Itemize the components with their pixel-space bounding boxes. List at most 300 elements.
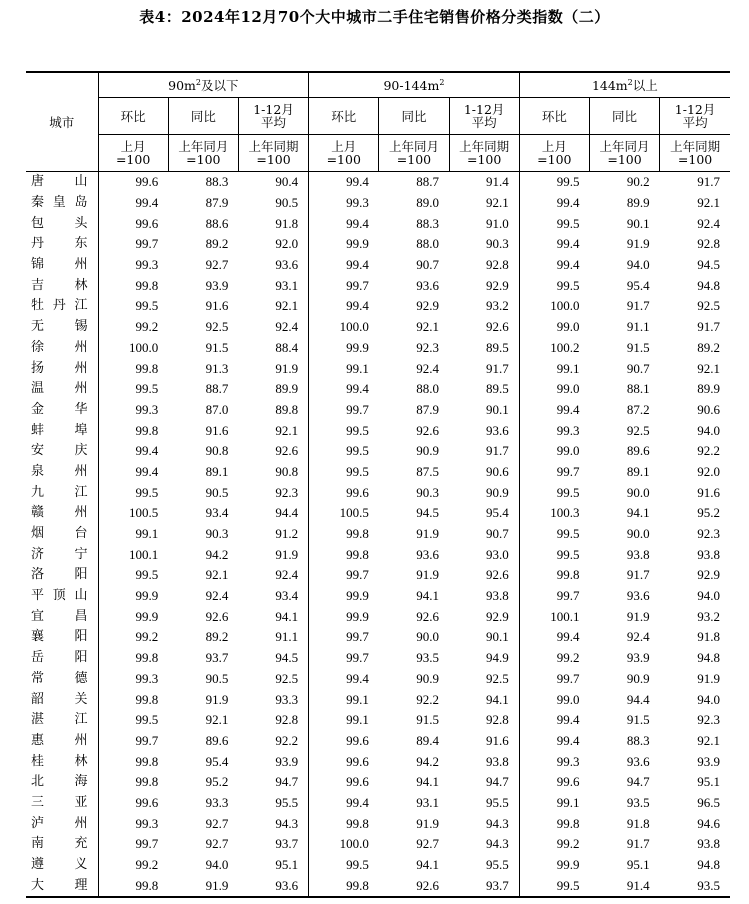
index-value: 88.3 xyxy=(205,174,229,190)
index-value: 92.1 xyxy=(416,319,440,335)
index-value: 92.4 xyxy=(697,215,720,231)
index-value: 91.9 xyxy=(205,691,229,707)
table-row xyxy=(26,544,730,565)
city-name: 宜昌 xyxy=(31,608,88,624)
base-mom-line2: =100 xyxy=(537,152,572,167)
index-value: 87.0 xyxy=(205,401,229,417)
group-header-small: $90m^2$及以下 xyxy=(98,72,309,98)
index-value: 87.2 xyxy=(626,401,650,417)
index-value: 99.4 xyxy=(309,379,379,400)
index-value: 99.9 xyxy=(309,606,379,627)
index-value: 91.5 xyxy=(626,712,650,728)
index-value: 94.1 xyxy=(626,505,650,521)
price-index-table xyxy=(26,71,730,898)
index-value: 94.5 xyxy=(697,257,720,273)
table-row xyxy=(26,172,730,193)
index-value: 99.7 xyxy=(98,731,168,752)
index-value: 99.6 xyxy=(309,772,379,793)
index-value: 91.8 xyxy=(626,815,650,831)
index-value: 89.2 xyxy=(205,236,229,252)
index-value: 91.9 xyxy=(416,526,440,542)
index-value: 99.4 xyxy=(309,793,379,814)
index-value: 91.1 xyxy=(275,629,299,645)
table-row xyxy=(26,875,730,897)
index-value: 93.9 xyxy=(626,650,650,666)
index-value: 93.3 xyxy=(205,794,229,810)
table-row xyxy=(26,834,730,855)
subheader-yoy-label: 同比 xyxy=(401,108,427,124)
index-value: 91.9 xyxy=(697,670,720,686)
city-name: 九江 xyxy=(31,484,88,500)
base-yoy-line2: =100 xyxy=(186,152,221,167)
index-value: 99.7 xyxy=(519,462,589,483)
index-value: 99.5 xyxy=(98,565,168,586)
table-row xyxy=(26,669,730,690)
index-value: 93.4 xyxy=(205,505,229,521)
index-value: 99.9 xyxy=(309,234,379,255)
index-value: 94.1 xyxy=(275,608,299,624)
base-yoy-line1: 上年同月 xyxy=(599,139,650,154)
table-row xyxy=(26,420,730,441)
index-value: 91.4 xyxy=(486,174,509,190)
index-value: 100.0 xyxy=(98,338,168,359)
table-row xyxy=(26,648,730,669)
index-value: 93.5 xyxy=(626,794,650,810)
base-avg xyxy=(238,135,308,172)
index-value: 94.7 xyxy=(626,774,650,790)
table-row xyxy=(26,275,730,296)
index-value: 99.5 xyxy=(519,275,589,296)
index-value: 99.3 xyxy=(98,669,168,690)
subheader-avg-line2: 平均 xyxy=(261,115,287,130)
base-avg-line1: 上年同期 xyxy=(248,139,299,154)
index-value: 91.8 xyxy=(275,215,299,231)
city-name: 三亚 xyxy=(31,794,88,810)
index-value: 91.6 xyxy=(486,732,509,748)
table-row xyxy=(26,524,730,545)
index-value: 91.6 xyxy=(205,298,229,314)
index-value: 92.2 xyxy=(416,691,440,707)
index-value: 92.3 xyxy=(416,339,440,355)
subheader-avg xyxy=(238,98,308,135)
index-value: 91.8 xyxy=(697,629,720,645)
index-value: 92.6 xyxy=(275,443,299,459)
city-name: 吉林 xyxy=(31,277,88,293)
table-row xyxy=(26,400,730,421)
index-value: 95.4 xyxy=(205,753,229,769)
index-value: 90.3 xyxy=(205,526,229,542)
index-value: 94.0 xyxy=(626,257,650,273)
index-value: 89.9 xyxy=(697,381,720,397)
index-value: 90.7 xyxy=(486,526,509,542)
index-value: 93.5 xyxy=(416,650,440,666)
index-value: 95.5 xyxy=(486,794,509,810)
subheader-avg-line1: 1-12月 xyxy=(463,102,505,117)
index-value: 99.7 xyxy=(98,234,168,255)
index-value: 89.5 xyxy=(486,381,509,397)
index-value: 93.1 xyxy=(416,794,440,810)
index-value: 91.5 xyxy=(626,339,650,355)
table-row xyxy=(26,255,730,276)
index-value: 89.2 xyxy=(205,629,229,645)
index-value: 93.6 xyxy=(275,257,299,273)
city-name: 唐山 xyxy=(31,174,88,190)
index-value: 93.1 xyxy=(275,277,299,293)
table-row xyxy=(26,234,730,255)
index-value: 92.6 xyxy=(486,567,509,583)
index-value: 99.1 xyxy=(309,710,379,731)
index-value: 94.4 xyxy=(275,505,299,521)
table-row xyxy=(26,441,730,462)
index-value: 89.6 xyxy=(626,443,650,459)
index-value: 93.8 xyxy=(697,546,720,562)
index-value: 92.1 xyxy=(486,195,509,211)
index-value: 99.5 xyxy=(519,172,589,193)
index-value: 99.5 xyxy=(309,855,379,876)
index-value: 93.8 xyxy=(697,836,720,852)
index-value: 99.8 xyxy=(98,358,168,379)
index-value: 90.6 xyxy=(697,401,720,417)
index-value: 94.0 xyxy=(697,691,720,707)
index-value: 95.1 xyxy=(275,857,299,873)
base-mom xyxy=(309,135,379,172)
city-name: 平顶山 xyxy=(31,588,88,604)
subheader-yoy-label: 同比 xyxy=(612,108,638,124)
index-value: 99.3 xyxy=(519,420,589,441)
city-name: 惠州 xyxy=(31,732,88,748)
index-value: 89.6 xyxy=(205,732,229,748)
index-value: 91.7 xyxy=(486,443,509,459)
index-value: 92.5 xyxy=(626,422,650,438)
index-value: 90.1 xyxy=(486,629,509,645)
table-row xyxy=(26,627,730,648)
index-value: 99.7 xyxy=(519,669,589,690)
index-value: 99.2 xyxy=(98,627,168,648)
index-value: 91.3 xyxy=(205,360,229,376)
table-row xyxy=(26,855,730,876)
index-value: 99.4 xyxy=(519,627,589,648)
index-value: 93.2 xyxy=(697,608,720,624)
index-value: 99.1 xyxy=(519,358,589,379)
index-value: 90.6 xyxy=(486,463,509,479)
index-value: 90.8 xyxy=(275,463,299,479)
index-value: 99.0 xyxy=(519,317,589,338)
index-value: 90.7 xyxy=(626,360,650,376)
city-name: 蚌埠 xyxy=(31,422,88,438)
index-value: 95.2 xyxy=(697,505,720,521)
index-value: 90.1 xyxy=(626,215,650,231)
index-value: 92.9 xyxy=(486,277,509,293)
index-value: 87.9 xyxy=(205,195,229,211)
index-value: 94.5 xyxy=(416,505,440,521)
index-value: 91.4 xyxy=(589,875,659,897)
table-row xyxy=(26,338,730,359)
city-name: 韶关 xyxy=(31,691,88,707)
index-value: 91.9 xyxy=(416,567,440,583)
index-value: 91.9 xyxy=(626,608,650,624)
index-value: 94.2 xyxy=(416,753,440,769)
subheader-avg xyxy=(449,98,519,135)
index-value: 91.7 xyxy=(626,298,650,314)
index-value: 99.1 xyxy=(98,524,168,545)
index-value: 90.0 xyxy=(416,629,440,645)
index-value: 92.4 xyxy=(416,360,440,376)
index-value: 90.9 xyxy=(416,670,440,686)
base-yoy-line2: =100 xyxy=(607,152,642,167)
index-value: 99.9 xyxy=(309,338,379,359)
index-value: 92.5 xyxy=(275,670,299,686)
index-value: 90.9 xyxy=(486,484,509,500)
table-row xyxy=(26,213,730,234)
index-value: 92.6 xyxy=(205,608,229,624)
index-value: 99.4 xyxy=(98,441,168,462)
index-value: 91.9 xyxy=(275,546,299,562)
city-name: 遵义 xyxy=(31,857,88,873)
index-value: 99.8 xyxy=(98,275,168,296)
city-name: 徐州 xyxy=(31,339,88,355)
index-value: 91.9 xyxy=(168,875,238,897)
base-mom xyxy=(98,135,168,172)
index-value: 99.5 xyxy=(519,482,589,503)
table-row xyxy=(26,379,730,400)
subheader-yoy-label: 同比 xyxy=(190,108,216,124)
group-header-large: $144m^2$以上 xyxy=(519,72,730,98)
index-value: 99.4 xyxy=(519,234,589,255)
index-value: 99.8 xyxy=(98,648,168,669)
table-row xyxy=(26,606,730,627)
index-value: 94.3 xyxy=(486,815,509,831)
index-value: 99.6 xyxy=(98,793,168,814)
index-value: 91.6 xyxy=(697,484,720,500)
index-value: 92.1 xyxy=(697,360,720,376)
index-value: 99.4 xyxy=(309,296,379,317)
index-value: 99.4 xyxy=(519,193,589,214)
table-row xyxy=(26,751,730,772)
subheader-avg-line2: 平均 xyxy=(471,115,497,130)
index-value: 94.7 xyxy=(275,774,299,790)
index-value: 90.0 xyxy=(626,526,650,542)
index-value: 92.1 xyxy=(697,732,720,748)
index-value: 99.7 xyxy=(309,648,379,669)
index-value: 89.5 xyxy=(486,339,509,355)
index-value: 89.9 xyxy=(626,195,650,211)
index-value: 88.1 xyxy=(626,381,650,397)
subheader-mom xyxy=(519,98,589,135)
index-value: 94.0 xyxy=(697,588,720,604)
table-row xyxy=(26,813,730,834)
index-value: 99.8 xyxy=(309,813,379,834)
index-value: 99.7 xyxy=(519,586,589,607)
city-name: 温州 xyxy=(31,381,88,397)
index-value: 88.7 xyxy=(205,381,229,397)
index-value: 99.7 xyxy=(309,275,379,296)
table-row xyxy=(26,296,730,317)
index-value: 89.0 xyxy=(416,195,440,211)
index-value: 94.9 xyxy=(486,650,509,666)
index-value: 99.6 xyxy=(98,172,168,193)
index-value: 99.8 xyxy=(98,420,168,441)
index-value: 92.0 xyxy=(697,463,720,479)
city-name: 烟台 xyxy=(31,526,88,542)
index-value: 92.7 xyxy=(205,257,229,273)
index-value: 91.5 xyxy=(416,712,440,728)
city-name: 赣州 xyxy=(31,505,88,521)
index-value: 92.5 xyxy=(205,319,229,335)
index-value: 93.6 xyxy=(486,422,509,438)
index-value: 99.5 xyxy=(309,441,379,462)
index-value: 99.8 xyxy=(519,565,589,586)
index-value: 95.1 xyxy=(697,774,720,790)
index-value: 99.5 xyxy=(519,524,589,545)
city-name: 南充 xyxy=(31,836,88,852)
index-value: 99.4 xyxy=(519,255,589,276)
subheader-mom xyxy=(309,98,379,135)
index-value: 90.3 xyxy=(416,484,440,500)
index-value: 93.9 xyxy=(205,277,229,293)
index-value: 99.6 xyxy=(98,213,168,234)
index-value: 91.7 xyxy=(486,360,509,376)
index-value: 93.9 xyxy=(275,753,299,769)
index-value: 94.0 xyxy=(697,422,720,438)
index-value: 99.2 xyxy=(519,648,589,669)
city-name: 秦皇岛 xyxy=(31,195,88,211)
index-value: 90.9 xyxy=(416,443,440,459)
index-value: 92.4 xyxy=(275,319,299,335)
table-row xyxy=(26,586,730,607)
index-value: 99.9 xyxy=(519,855,589,876)
index-value: 92.9 xyxy=(416,298,440,314)
index-value: 91.5 xyxy=(205,339,229,355)
index-value: 99.6 xyxy=(309,751,379,772)
index-value: 93.6 xyxy=(238,875,308,897)
index-value: 88.6 xyxy=(205,215,229,231)
index-value: 99.4 xyxy=(98,462,168,483)
base-avg xyxy=(660,135,730,172)
city-name: 洛阳 xyxy=(31,567,88,583)
index-value: 92.9 xyxy=(486,608,509,624)
index-value: 90.9 xyxy=(626,670,650,686)
city-name: 桂林 xyxy=(31,753,88,769)
index-value: 100.5 xyxy=(98,503,168,524)
index-value: 93.7 xyxy=(205,650,229,666)
index-value: 93.5 xyxy=(660,875,730,897)
index-value: 99.7 xyxy=(309,565,379,586)
city-name: 扬州 xyxy=(31,360,88,376)
index-value: 99.9 xyxy=(98,586,168,607)
index-value: 92.3 xyxy=(697,526,720,542)
index-value: 88.7 xyxy=(416,174,440,190)
index-value: 100.0 xyxy=(309,317,379,338)
index-value: 90.7 xyxy=(416,257,440,273)
index-value: 92.3 xyxy=(697,712,720,728)
subheader-avg-line1: 1-12月 xyxy=(674,102,716,117)
index-value: 99.0 xyxy=(519,689,589,710)
index-value: 92.6 xyxy=(416,422,440,438)
base-mom-line1: 上月 xyxy=(331,139,357,154)
index-value: 92.5 xyxy=(486,670,509,686)
table-row xyxy=(26,193,730,214)
index-value: 94.3 xyxy=(486,836,509,852)
table-row xyxy=(26,482,730,503)
index-value: 92.4 xyxy=(626,629,650,645)
index-value: 99.8 xyxy=(98,689,168,710)
index-value: 92.5 xyxy=(697,298,720,314)
index-value: 99.4 xyxy=(98,193,168,214)
base-avg-line2: =100 xyxy=(466,152,502,167)
city-name: 湛江 xyxy=(31,712,88,728)
base-mom-line2: =100 xyxy=(115,152,151,167)
city-name: 常德 xyxy=(31,670,88,686)
index-value: 99.9 xyxy=(98,606,168,627)
index-value: 99.1 xyxy=(519,793,589,814)
index-value: 93.9 xyxy=(697,753,720,769)
subheader-avg-line2: 平均 xyxy=(682,115,708,130)
index-value: 94.8 xyxy=(697,650,720,666)
index-value: 90.5 xyxy=(275,195,299,211)
subheader-avg-line1: 1-12月 xyxy=(253,102,294,117)
index-value: 93.7 xyxy=(275,836,299,852)
index-value: 99.6 xyxy=(519,772,589,793)
index-value: 92.1 xyxy=(275,298,299,314)
table-body xyxy=(26,172,730,898)
index-value: 99.4 xyxy=(519,731,589,752)
index-value: 91.2 xyxy=(275,526,299,542)
index-value: 90.2 xyxy=(626,174,650,190)
base-mom xyxy=(519,135,589,172)
index-value: 90.3 xyxy=(486,236,509,252)
index-value: 89.1 xyxy=(205,463,229,479)
index-value: 99.4 xyxy=(309,172,379,193)
city-name: 金华 xyxy=(31,401,88,417)
city-name: 锦州 xyxy=(31,257,88,273)
index-value: 100.3 xyxy=(519,503,589,524)
index-value: 94.3 xyxy=(275,815,299,831)
city-name: 泸州 xyxy=(31,815,88,831)
index-value: 99.7 xyxy=(309,400,379,421)
index-value: 99.6 xyxy=(309,731,379,752)
subheader-mom-label: 环比 xyxy=(120,108,146,124)
index-value: 92.0 xyxy=(275,236,299,252)
index-value: 94.1 xyxy=(416,857,440,873)
index-value: 95.1 xyxy=(626,857,650,873)
index-value: 99.5 xyxy=(519,213,589,234)
index-value: 99.1 xyxy=(309,358,379,379)
index-value: 99.0 xyxy=(519,379,589,400)
index-value: 99.3 xyxy=(309,193,379,214)
index-value: 95.5 xyxy=(486,857,509,873)
index-value: 99.4 xyxy=(519,710,589,731)
index-value: 92.8 xyxy=(486,257,509,273)
group-header-medium: $90-144m^2$ xyxy=(309,72,520,98)
subheader-avg xyxy=(660,98,730,135)
index-value: 94.1 xyxy=(486,691,509,707)
index-value: 93.8 xyxy=(486,588,509,604)
index-value: 93.7 xyxy=(449,875,519,897)
index-value: 88.4 xyxy=(275,339,299,355)
index-value: 99.3 xyxy=(98,400,168,421)
index-value: 95.4 xyxy=(626,277,650,293)
index-value: 90.5 xyxy=(205,670,229,686)
index-value: 99.5 xyxy=(309,462,379,483)
index-value: 93.6 xyxy=(416,277,440,293)
city-name: 北海 xyxy=(31,774,88,790)
base-mom-line1: 上月 xyxy=(541,139,567,154)
index-value: 99.8 xyxy=(98,772,168,793)
index-value: 88.0 xyxy=(416,381,440,397)
index-value: 95.2 xyxy=(205,774,229,790)
index-value: 99.4 xyxy=(309,255,379,276)
index-value: 100.2 xyxy=(519,338,589,359)
